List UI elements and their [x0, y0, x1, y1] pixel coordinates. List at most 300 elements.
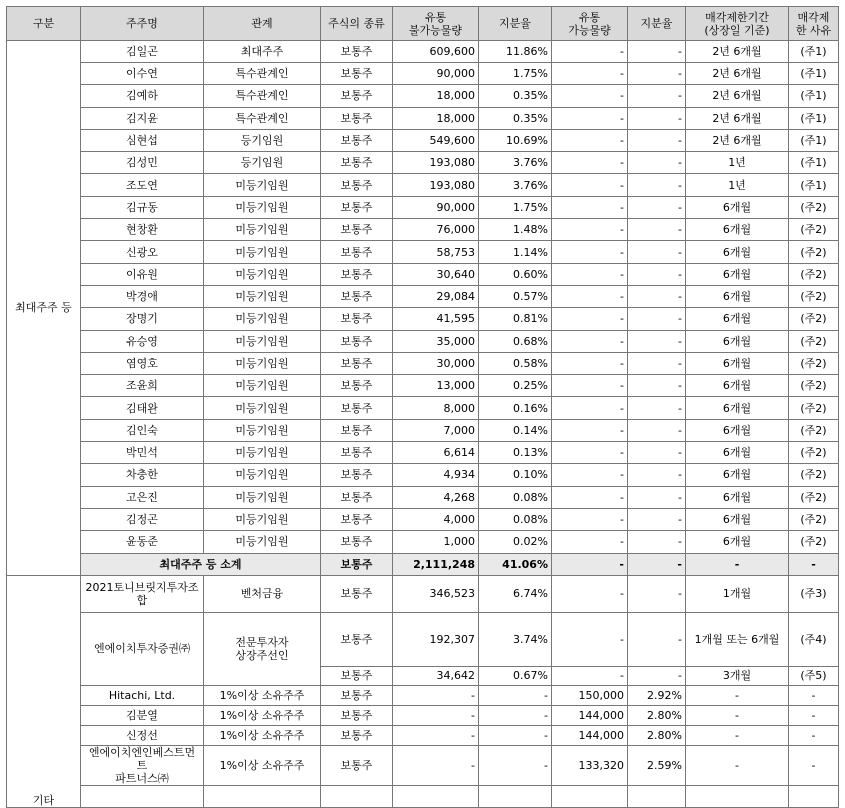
table-row [7, 705, 839, 725]
share-type: 보통주 [321, 174, 393, 196]
locked-qty: 4,934 [393, 464, 479, 486]
free-pct: - [628, 196, 686, 218]
share-type: 보통주 [321, 442, 393, 464]
share-type: 보통주 [321, 397, 393, 419]
free-pct: - [628, 129, 686, 151]
free-pct: 2.80% [628, 725, 686, 745]
locked-pct: 3.76% [479, 152, 552, 174]
free-qty: - [552, 486, 628, 508]
lockup-reason: (주2) [789, 219, 839, 241]
lockup-reason: (주1) [789, 63, 839, 85]
shareholder-name: 2021토니브릿지투자조합 [81, 575, 204, 612]
lockup-reason: (주2) [789, 375, 839, 397]
locked-qty: - [393, 705, 479, 725]
lockup-period: 1년 [686, 152, 789, 174]
header-share-type: 주식의 종류 [321, 7, 393, 41]
locked-pct: 0.81% [479, 308, 552, 330]
table-row [7, 685, 839, 705]
locked-qty: 34,642 [393, 666, 479, 685]
share-type: 보통주 [321, 745, 393, 785]
locked-pct: 1.75% [479, 196, 552, 218]
free-pct: - [628, 352, 686, 374]
table-row [7, 63, 839, 85]
relation: 미등기임원 [204, 531, 321, 553]
relation: 미등기임원 [204, 219, 321, 241]
subtotal-free-qty: - [552, 553, 628, 575]
locked-pct: - [479, 745, 552, 785]
free-pct: 2.59% [628, 745, 686, 785]
locked-qty: 30,640 [393, 263, 479, 285]
table-row [7, 107, 839, 129]
shareholder-name: 조도연 [81, 174, 204, 196]
lockup-reason: (주2) [789, 285, 839, 307]
relation: 최대주주 [204, 41, 321, 63]
relation: 미등기임원 [204, 419, 321, 441]
shareholder-name: 김규동 [81, 196, 204, 218]
header-category: 구분 [7, 7, 81, 41]
cut-off-cell [686, 785, 789, 807]
lockup-period: 6개월 [686, 508, 789, 530]
locked-qty: 7,000 [393, 419, 479, 441]
cut-off-cell [204, 785, 321, 807]
free-pct: - [628, 464, 686, 486]
share-type: 보통주 [321, 152, 393, 174]
free-qty: - [552, 196, 628, 218]
locked-qty: 192,307 [393, 612, 479, 666]
relation: 전문투자자 상장주선인 [204, 612, 321, 685]
relation: 등기임원 [204, 129, 321, 151]
share-type: 보통주 [321, 705, 393, 725]
lockup-period: 6개월 [686, 486, 789, 508]
shareholder-name: 윤동준 [81, 531, 204, 553]
shareholder-name: 김성민 [81, 152, 204, 174]
lockup-reason: (주1) [789, 41, 839, 63]
shareholder-name: 심현섭 [81, 129, 204, 151]
table-row [7, 375, 839, 397]
locked-qty: 6,614 [393, 442, 479, 464]
free-qty: - [552, 219, 628, 241]
locked-pct: 11.86% [479, 41, 552, 63]
shareholder-name: 이유원 [81, 263, 204, 285]
table-row [7, 308, 839, 330]
lockup-reason: (주1) [789, 174, 839, 196]
subtotal-lockup-reason: - [789, 553, 839, 575]
lockup-period: 6개월 [686, 375, 789, 397]
free-pct: - [628, 575, 686, 612]
shareholder-name: 박민석 [81, 442, 204, 464]
free-pct: - [628, 41, 686, 63]
table-row [7, 575, 839, 612]
share-type: 보통주 [321, 685, 393, 705]
header-locked-qty: 유통 불가능물량 [393, 7, 479, 41]
lockup-period: 2년 6개월 [686, 107, 789, 129]
relation: 미등기임원 [204, 508, 321, 530]
free-pct: - [628, 63, 686, 85]
lockup-reason: (주2) [789, 442, 839, 464]
lockup-period: 6개월 [686, 308, 789, 330]
shareholder-name: 김정곤 [81, 508, 204, 530]
lockup-period: 3개월 [686, 666, 789, 685]
free-qty: - [552, 263, 628, 285]
locked-qty: 193,080 [393, 174, 479, 196]
lockup-period: 6개월 [686, 285, 789, 307]
locked-pct: 0.14% [479, 419, 552, 441]
relation: 미등기임원 [204, 285, 321, 307]
free-pct: - [628, 330, 686, 352]
lockup-period: 6개월 [686, 464, 789, 486]
header-lockup-reason: 매각제 한 사유 [789, 7, 839, 41]
share-type: 보통주 [321, 330, 393, 352]
share-type: 보통주 [321, 575, 393, 612]
locked-qty: 4,000 [393, 508, 479, 530]
share-type: 보통주 [321, 219, 393, 241]
lockup-period: 6개월 [686, 330, 789, 352]
lockup-period: 2년 6개월 [686, 41, 789, 63]
relation: 미등기임원 [204, 464, 321, 486]
free-qty: - [552, 442, 628, 464]
share-type: 보통주 [321, 129, 393, 151]
relation: 미등기임원 [204, 196, 321, 218]
free-qty: - [552, 419, 628, 441]
table-row [7, 330, 839, 352]
lockup-reason: (주1) [789, 107, 839, 129]
locked-qty: 58,753 [393, 241, 479, 263]
lockup-reason: - [789, 685, 839, 705]
share-type: 보통주 [321, 196, 393, 218]
locked-pct: 0.58% [479, 352, 552, 374]
table-row [7, 129, 839, 151]
subtotal-share-type: 보통주 [321, 553, 393, 575]
lockup-period: 6개월 [686, 531, 789, 553]
lockup-period: 6개월 [686, 241, 789, 263]
header-free-pct: 지분율 [628, 7, 686, 41]
locked-pct: 0.57% [479, 285, 552, 307]
lockup-reason: (주2) [789, 486, 839, 508]
relation: 특수관계인 [204, 63, 321, 85]
lockup-reason: (주2) [789, 263, 839, 285]
table-row [7, 531, 839, 553]
locked-pct: 0.10% [479, 464, 552, 486]
relation: 미등기임원 [204, 442, 321, 464]
table-row [7, 725, 839, 745]
shareholder-name: 신광오 [81, 241, 204, 263]
locked-qty: 609,600 [393, 41, 479, 63]
cut-off-cell [628, 785, 686, 807]
cut-off-cell [479, 785, 552, 807]
free-pct: - [628, 375, 686, 397]
shareholder-name: Hitachi, Ltd. [81, 685, 204, 705]
lockup-period: 1년 [686, 174, 789, 196]
relation: 특수관계인 [204, 107, 321, 129]
locked-qty: 29,084 [393, 285, 479, 307]
free-qty: - [552, 174, 628, 196]
locked-pct: 1.75% [479, 63, 552, 85]
cut-off-cell [321, 785, 393, 807]
locked-qty: 41,595 [393, 308, 479, 330]
share-type: 보통주 [321, 508, 393, 530]
relation: 1%이상 소유주주 [204, 725, 321, 745]
free-pct: - [628, 508, 686, 530]
locked-qty: 8,000 [393, 397, 479, 419]
lockup-period: - [686, 685, 789, 705]
free-qty: 144,000 [552, 725, 628, 745]
free-pct: 2.92% [628, 685, 686, 705]
share-type: 보통주 [321, 352, 393, 374]
lockup-reason: (주1) [789, 85, 839, 107]
table-row [7, 442, 839, 464]
lockup-period: - [686, 725, 789, 745]
cut-off-cell [552, 785, 628, 807]
lockup-reason: (주2) [789, 308, 839, 330]
lockup-period: 6개월 [686, 397, 789, 419]
free-qty: - [552, 107, 628, 129]
shareholder-name: 현창환 [81, 219, 204, 241]
locked-qty: - [393, 685, 479, 705]
free-pct: - [628, 85, 686, 107]
shareholder-name: 김분열 [81, 705, 204, 725]
locked-qty: 90,000 [393, 196, 479, 218]
locked-pct: 0.35% [479, 107, 552, 129]
group-label-major-shareholders: 최대주주 등 [7, 41, 81, 576]
relation: 미등기임원 [204, 486, 321, 508]
free-pct: - [628, 285, 686, 307]
share-type: 보통주 [321, 285, 393, 307]
shareholder-name: 염영호 [81, 352, 204, 374]
locked-qty: 1,000 [393, 531, 479, 553]
free-qty: - [552, 308, 628, 330]
table-row [7, 241, 839, 263]
locked-pct: 0.13% [479, 442, 552, 464]
free-pct: - [628, 442, 686, 464]
lockup-period: 6개월 [686, 219, 789, 241]
shareholder-name: 엔에이치투자증권㈜ [81, 612, 204, 685]
lockup-reason: (주2) [789, 419, 839, 441]
relation: 1%이상 소유주주 [204, 685, 321, 705]
free-qty: - [552, 531, 628, 553]
free-pct: - [628, 397, 686, 419]
cut-off-cell [789, 785, 839, 807]
free-qty: - [552, 464, 628, 486]
table-row [7, 785, 839, 807]
share-type: 보통주 [321, 666, 393, 685]
table-row [7, 196, 839, 218]
free-pct: - [628, 152, 686, 174]
lockup-period: - [686, 705, 789, 725]
shareholder-name: 고은진 [81, 486, 204, 508]
free-qty: 150,000 [552, 685, 628, 705]
lockup-period: 2년 6개월 [686, 63, 789, 85]
locked-qty: 18,000 [393, 85, 479, 107]
share-type: 보통주 [321, 725, 393, 745]
locked-pct: 1.48% [479, 219, 552, 241]
locked-pct: 0.08% [479, 508, 552, 530]
locked-pct: 3.74% [479, 612, 552, 666]
free-qty: - [552, 352, 628, 374]
share-type: 보통주 [321, 486, 393, 508]
lockup-reason: (주4) [789, 612, 839, 666]
shareholder-name: 김인숙 [81, 419, 204, 441]
shareholder-name: 엔에이치엔인베스트먼트 파트너스㈜ [81, 745, 204, 785]
locked-pct: 0.35% [479, 85, 552, 107]
lockup-reason: - [789, 725, 839, 745]
share-type: 보통주 [321, 263, 393, 285]
lockup-reason: (주2) [789, 241, 839, 263]
locked-qty: - [393, 745, 479, 785]
locked-pct: 3.76% [479, 174, 552, 196]
locked-pct: 0.02% [479, 531, 552, 553]
locked-qty: 90,000 [393, 63, 479, 85]
shareholder-name: 차충한 [81, 464, 204, 486]
locked-pct: 0.16% [479, 397, 552, 419]
lockup-period: 6개월 [686, 442, 789, 464]
relation: 미등기임원 [204, 330, 321, 352]
relation: 미등기임원 [204, 241, 321, 263]
free-pct: - [628, 666, 686, 685]
free-pct: - [628, 612, 686, 666]
lockup-reason: (주2) [789, 196, 839, 218]
lockup-reason: (주2) [789, 508, 839, 530]
group-label-others: 기타 [7, 575, 81, 807]
table-row [7, 285, 839, 307]
share-type: 보통주 [321, 375, 393, 397]
table-row [7, 85, 839, 107]
free-pct: - [628, 486, 686, 508]
free-pct: - [628, 263, 686, 285]
locked-qty: 13,000 [393, 375, 479, 397]
table-row [7, 612, 839, 666]
free-qty: - [552, 397, 628, 419]
table-row [7, 263, 839, 285]
free-qty: 144,000 [552, 705, 628, 725]
shareholder-name: 이수연 [81, 63, 204, 85]
header-free-qty: 유통 가능물량 [552, 7, 628, 41]
lockup-period: 6개월 [686, 419, 789, 441]
share-type: 보통주 [321, 85, 393, 107]
free-qty: - [552, 85, 628, 107]
subtotal-lockup-period: - [686, 553, 789, 575]
locked-qty: 549,600 [393, 129, 479, 151]
lockup-period: 1개월 또는 6개월 [686, 612, 789, 666]
free-qty: - [552, 241, 628, 263]
relation: 미등기임원 [204, 352, 321, 374]
lockup-reason: - [789, 745, 839, 785]
lockup-reason: (주3) [789, 575, 839, 612]
table-row [7, 508, 839, 530]
table-row [7, 174, 839, 196]
header-locked-pct: 지분율 [479, 7, 552, 41]
subtotal-label: 최대주주 등 소계 [81, 553, 321, 575]
relation: 1%이상 소유주주 [204, 705, 321, 725]
locked-pct: 6.74% [479, 575, 552, 612]
subtotal-row [7, 553, 839, 575]
header-row [7, 7, 839, 41]
lockup-period: 6개월 [686, 196, 789, 218]
lockup-period: 6개월 [686, 263, 789, 285]
cut-off-cell [393, 785, 479, 807]
table-row [7, 486, 839, 508]
table-row [7, 152, 839, 174]
locked-pct: 0.25% [479, 375, 552, 397]
relation: 1%이상 소유주주 [204, 745, 321, 785]
lockup-reason: - [789, 705, 839, 725]
free-pct: - [628, 419, 686, 441]
locked-qty: - [393, 725, 479, 745]
lockup-period: 2년 6개월 [686, 129, 789, 151]
table-row [7, 219, 839, 241]
relation: 미등기임원 [204, 397, 321, 419]
shareholder-name: 김예하 [81, 85, 204, 107]
relation: 미등기임원 [204, 263, 321, 285]
relation: 미등기임원 [204, 308, 321, 330]
locked-qty: 76,000 [393, 219, 479, 241]
share-type: 보통주 [321, 612, 393, 666]
subtotal-locked-qty: 2,111,248 [393, 553, 479, 575]
locked-qty: 4,268 [393, 486, 479, 508]
free-pct: - [628, 219, 686, 241]
free-pct: - [628, 531, 686, 553]
table-row [7, 464, 839, 486]
lockup-reason: (주5) [789, 666, 839, 685]
share-type: 보통주 [321, 531, 393, 553]
lockup-period: 1개월 [686, 575, 789, 612]
lockup-reason: (주2) [789, 464, 839, 486]
free-qty: - [552, 666, 628, 685]
free-qty: - [552, 285, 628, 307]
locked-pct: - [479, 705, 552, 725]
cut-off-cell [81, 785, 204, 807]
free-qty: - [552, 375, 628, 397]
share-type: 보통주 [321, 107, 393, 129]
shareholder-name: 박경애 [81, 285, 204, 307]
lockup-reason: (주2) [789, 531, 839, 553]
free-qty: - [552, 508, 628, 530]
free-qty: - [552, 63, 628, 85]
free-qty: - [552, 129, 628, 151]
subtotal-free-pct: - [628, 553, 686, 575]
lockup-reason: (주1) [789, 129, 839, 151]
free-pct: - [628, 308, 686, 330]
relation: 특수관계인 [204, 85, 321, 107]
subtotal-locked-pct: 41.06% [479, 553, 552, 575]
share-type: 보통주 [321, 308, 393, 330]
free-qty: - [552, 330, 628, 352]
locked-qty: 35,000 [393, 330, 479, 352]
locked-pct: - [479, 685, 552, 705]
locked-pct: 1.14% [479, 241, 552, 263]
locked-pct: 0.67% [479, 666, 552, 685]
relation: 등기임원 [204, 152, 321, 174]
shareholder-lockup-table [6, 6, 839, 808]
header-lockup-period: 매각제한기간 (상장일 기준) [686, 7, 789, 41]
locked-pct: 10.69% [479, 129, 552, 151]
share-type: 보통주 [321, 41, 393, 63]
relation: 벤처금융 [204, 575, 321, 612]
locked-pct: - [479, 725, 552, 745]
shareholder-name: 김태완 [81, 397, 204, 419]
locked-pct: 0.68% [479, 330, 552, 352]
share-type: 보통주 [321, 419, 393, 441]
table-row [7, 419, 839, 441]
lockup-reason: (주2) [789, 397, 839, 419]
header-relation: 관계 [204, 7, 321, 41]
locked-pct: 0.60% [479, 263, 552, 285]
shareholder-name: 장명기 [81, 308, 204, 330]
shareholder-name: 유승영 [81, 330, 204, 352]
free-qty: - [552, 575, 628, 612]
lockup-reason: (주1) [789, 152, 839, 174]
shareholder-name: 조윤희 [81, 375, 204, 397]
share-type: 보통주 [321, 464, 393, 486]
